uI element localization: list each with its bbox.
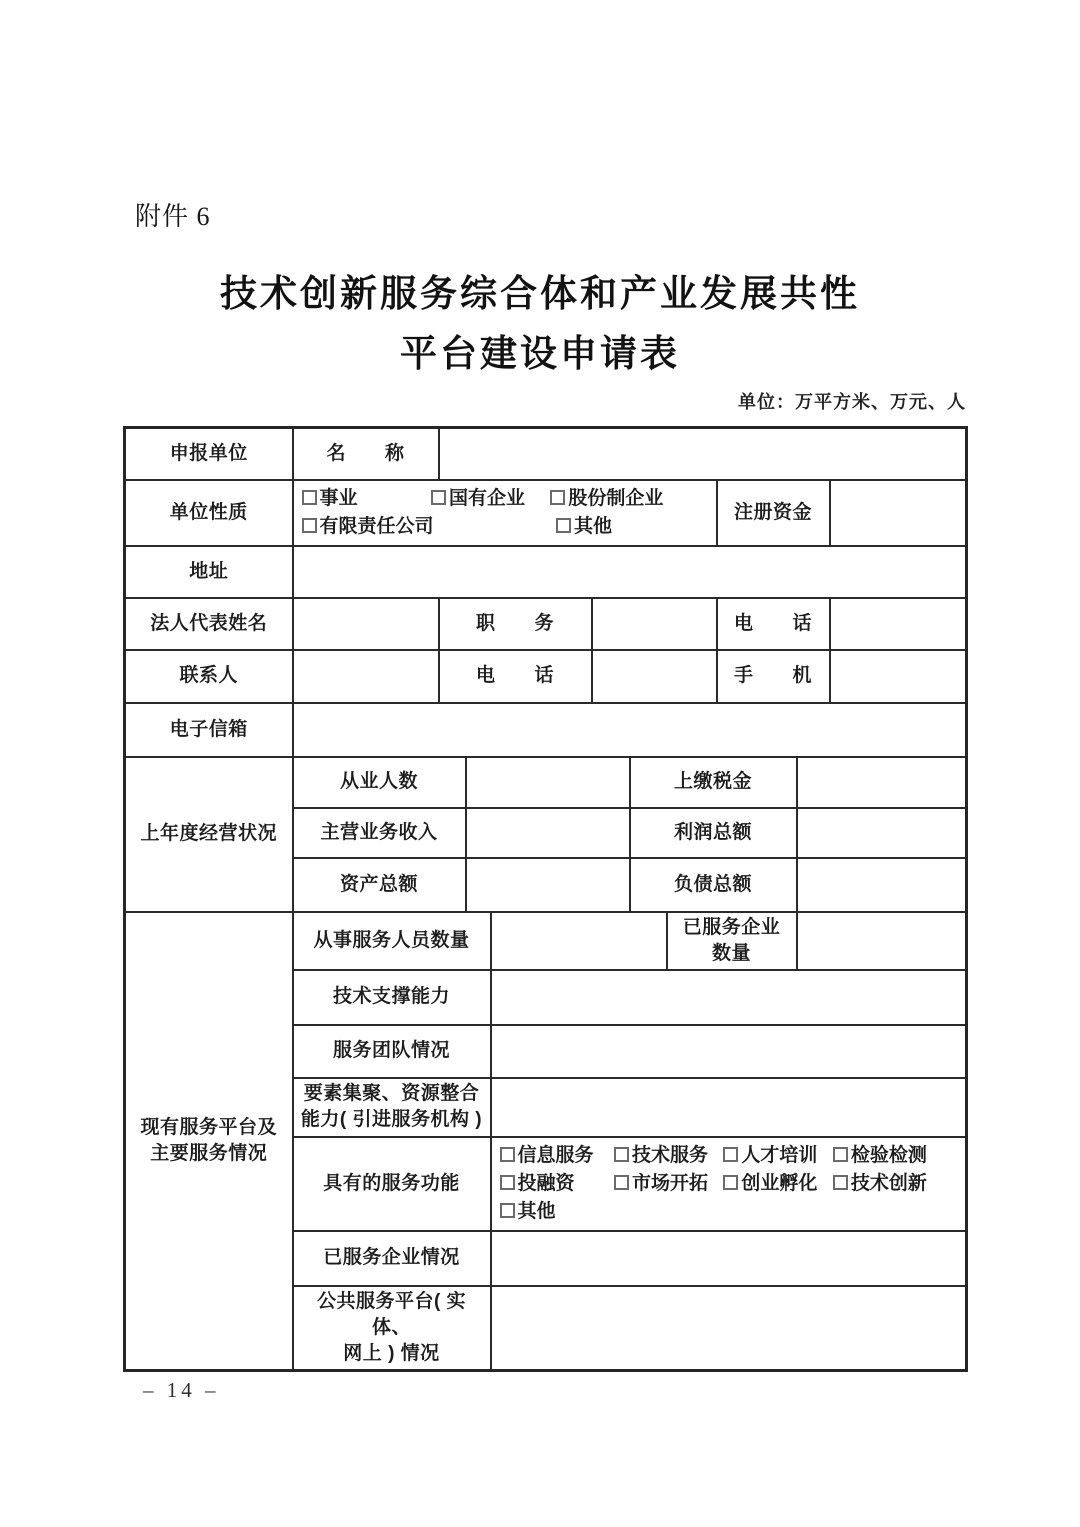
checkbox-unchecked-icon [556,518,571,533]
checkbox-option [723,1142,828,1170]
checkbox-option [833,1170,927,1198]
label-position: 职 务 [439,598,592,650]
label-resource-integration [293,1078,491,1137]
unit-nature-options-row2 [302,513,710,541]
field-mobile-value [830,650,967,703]
checkbox-label: 股份制企业 [568,487,664,509]
label-served-count-line1: 已服务企业 [682,916,781,938]
label-contact: 联系人 [125,650,293,703]
field-public-platform-value [491,1286,967,1371]
checkbox-option [500,1198,556,1226]
label-email: 电子信箱 [125,703,293,757]
checkbox-unchecked-icon [723,1147,738,1162]
checkbox-label: 有限责任公司 [319,515,434,537]
checkbox-option [833,1142,927,1170]
checkbox-label: 市场开拓 [631,1172,708,1194]
field-contact-phone-value [592,650,717,703]
checkbox-unchecked-icon [302,490,317,505]
label-address: 地址 [125,546,293,598]
field-service-staff-count-value [491,912,667,970]
label-total-assets: 资产总额 [293,858,466,912]
checkbox-option [431,485,546,513]
checkbox-label: 其他 [517,1200,556,1222]
label-mobile: 手 机 [717,650,830,703]
field-name-value [439,428,967,480]
field-total-assets-value [466,858,630,912]
checkbox-option [302,513,552,541]
checkbox-option [614,1170,719,1198]
section-label-platform [125,912,293,1371]
unit-nature-options [293,480,717,546]
label-total-profit: 利润总额 [630,808,797,858]
label-served-enterprises-info: 已服务企业情况 [293,1231,491,1286]
label-employees: 从业人数 [293,757,466,808]
checkbox-label: 技术服务 [631,1144,708,1166]
label-name: 名 称 [293,428,439,480]
label-resource-integration-line1: 要素集聚、资源整合 [303,1083,480,1104]
label-main-revenue: 主营业务收入 [293,808,466,858]
checkbox-unchecked-icon [833,1175,848,1190]
application-form-table [123,426,968,1372]
field-served-count-value [797,912,967,970]
checkbox-option [614,1142,719,1170]
label-public-platform [293,1286,491,1371]
label-declare-unit: 申报单位 [125,428,293,480]
checkbox-unchecked-icon [614,1147,629,1162]
field-employees-value [466,757,630,808]
field-position-value [592,598,717,650]
checkbox-label: 事业 [319,487,358,509]
checkbox-label: 人才培训 [741,1144,818,1166]
section-label-last-year: 上年度经营状况 [125,757,293,912]
checkbox-label: 投融资 [517,1172,575,1194]
label-service-team: 服务团队情况 [293,1025,491,1078]
label-phone: 电 话 [717,598,830,650]
field-email-value [293,703,967,757]
label-contact-phone: 电 话 [439,650,592,703]
checkbox-option [556,513,612,541]
field-contact-value [293,650,439,703]
unit-nature-options-row1 [302,485,710,513]
checkbox-option [500,1170,610,1198]
field-total-profit-value [797,808,967,858]
checkbox-option [723,1170,828,1198]
checkbox-unchecked-icon [614,1175,629,1190]
attachment-label: 附件 6 [135,202,211,231]
label-public-platform-line2: 网上 ) 情况 [343,1342,440,1364]
checkbox-unchecked-icon [550,490,565,505]
field-service-team-value [491,1025,967,1078]
label-served-count-line2: 数量 [711,942,751,964]
label-service-staff-count: 从事服务人员数量 [293,912,491,970]
field-resource-integration-value [491,1078,967,1137]
document-title-line2: 平台建设申请表 [400,334,680,375]
label-unit-nature: 单位性质 [125,480,293,546]
field-address-value [293,546,967,598]
service-function-options-row3 [500,1198,960,1226]
service-function-options-row1 [500,1142,960,1170]
checkbox-unchecked-icon [431,490,446,505]
checkbox-unchecked-icon [723,1175,738,1190]
checkbox-label: 其他 [573,515,612,537]
label-tech-support: 技术支撑能力 [293,970,491,1025]
unit-note: 单位：万平方米、万元、人 [738,392,966,412]
label-service-functions: 具有的服务功能 [293,1137,491,1231]
document-title [0,265,1080,385]
label-total-liabilities: 负债总额 [630,858,797,912]
document-title-line1: 技术创新服务综合体和产业发展共性 [220,274,860,315]
section-label-platform-line2: 主要服务情况 [150,1142,268,1164]
label-served-count [667,912,797,970]
field-tax-paid-value [797,757,967,808]
checkbox-option [550,485,663,513]
service-function-options-row2 [500,1170,960,1198]
field-main-revenue-value [466,808,630,858]
field-legal-rep-value [293,598,439,650]
checkbox-unchecked-icon [500,1203,515,1218]
field-total-liabilities-value [797,858,967,912]
checkbox-label: 国有企业 [448,487,525,509]
page-number: – 14 – [143,1378,220,1402]
checkbox-option [302,485,427,513]
label-public-platform-line1: 公共服务平台( 实体、 [316,1290,467,1338]
checkbox-label: 检验检测 [850,1144,927,1166]
section-label-platform-line1: 现有服务平台及 [140,1116,277,1138]
checkbox-label: 创业孵化 [741,1172,818,1194]
label-registered-capital: 注册资金 [717,480,830,546]
checkbox-unchecked-icon [500,1175,515,1190]
label-legal-rep: 法人代表姓名 [125,598,293,650]
field-served-enterprises-info-value [491,1231,967,1286]
checkbox-unchecked-icon [833,1147,848,1162]
checkbox-option [500,1142,610,1170]
field-phone-value [830,598,967,650]
service-function-options [491,1137,967,1231]
label-resource-integration-line2: 能力( 引进服务机构 ) [300,1109,483,1130]
field-tech-support-value [491,970,967,1025]
label-tax-paid: 上缴税金 [630,757,797,808]
checkbox-label: 技术创新 [850,1172,927,1194]
checkbox-unchecked-icon [500,1147,515,1162]
checkbox-label: 信息服务 [517,1144,594,1166]
field-registered-capital-value [830,480,967,546]
checkbox-unchecked-icon [302,518,317,533]
